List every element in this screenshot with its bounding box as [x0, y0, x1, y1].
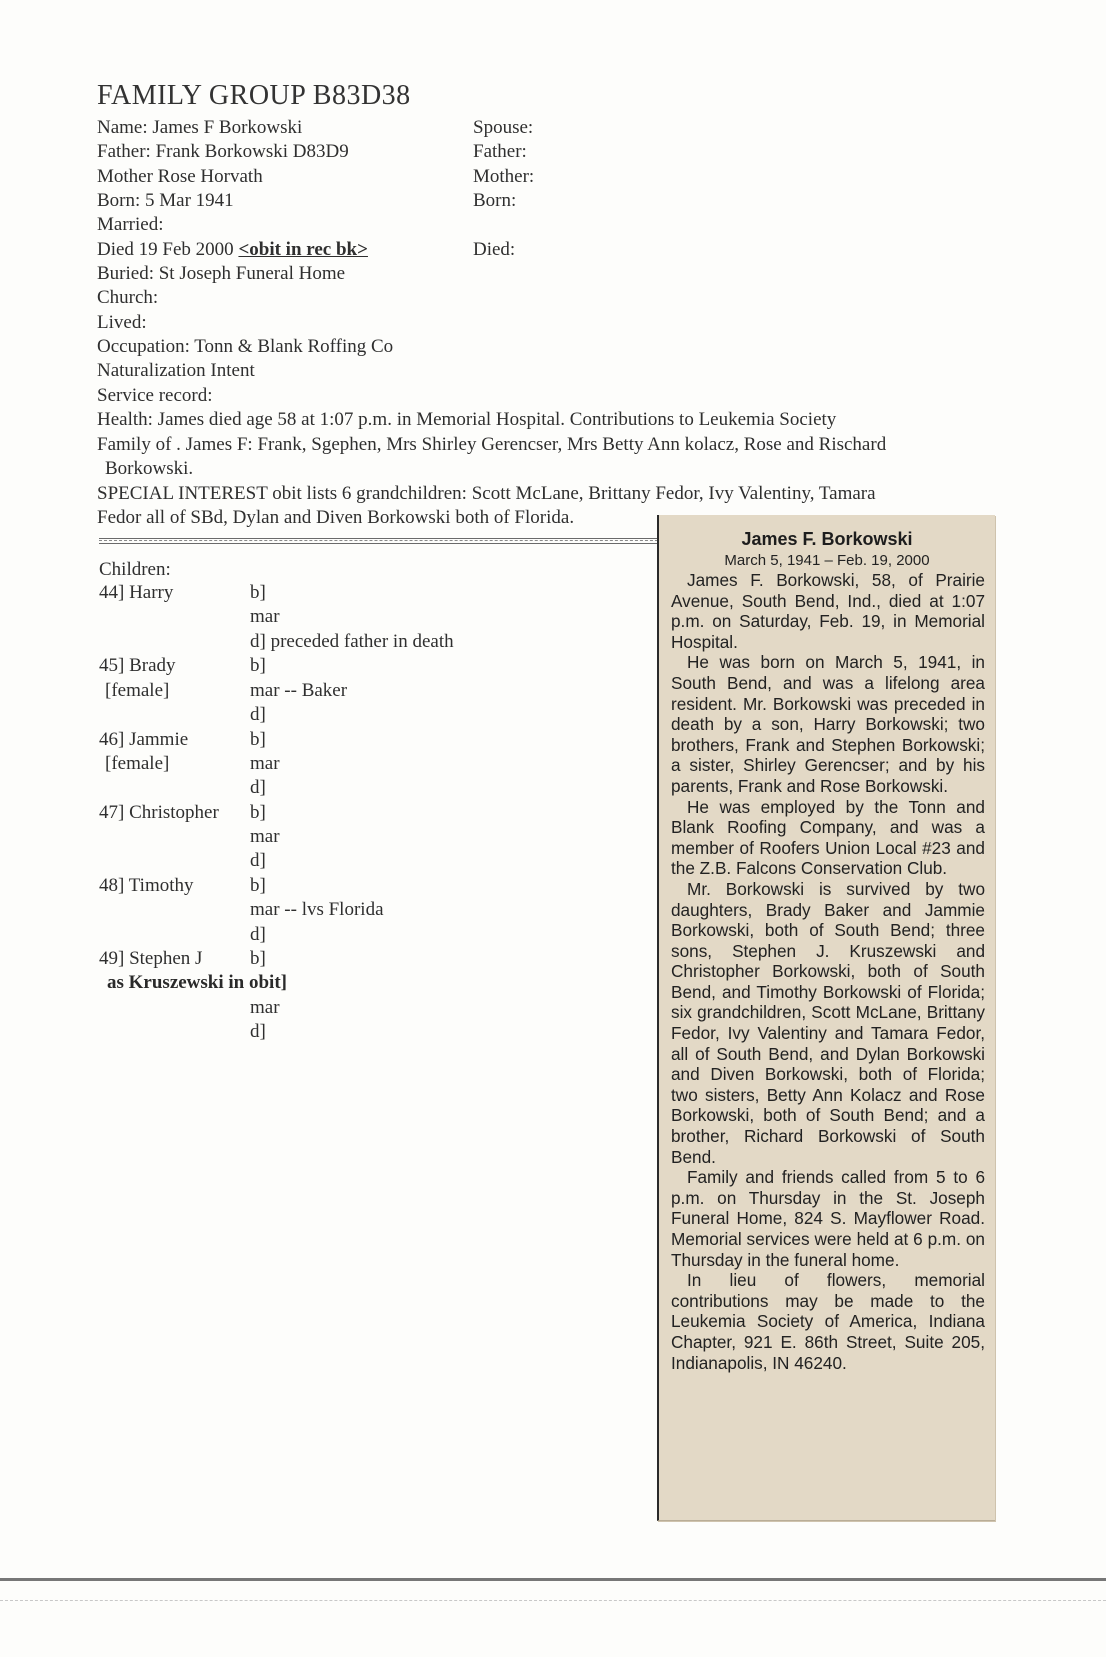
child-name: 47] Christopher	[99, 802, 219, 823]
page-bottom-rule	[0, 1578, 1106, 1581]
obituary-paragraph: In lieu of flowers, memorial contributions may be made to the Leukemia Society of America, Indiana Chapter, 921 E. 86th Street, Suite 205, Indianapolis, IN 46240.	[671, 1270, 985, 1373]
family-of-line2: Borkowski.	[105, 458, 194, 479]
married-field: Married:	[97, 214, 164, 235]
obituary-paragraph: James F. Borkowski, 58, of Prairie Avenue, South Bend, Ind., died at 1:07 p.m. on Saturday, Feb. 19, in Memorial Hospital.	[671, 570, 985, 652]
lived-field: Lived:	[97, 312, 147, 333]
obituary-paragraph: He was born on March 5, 1941, in South Bend, and was a lifelong area resident. Mr. Borkowski was preceded in death by a son, Harry Borkowski; two brothers, Frank and Stephen Borkowski; a sister, Shirley Gerencser; and by his parents, Frank and Rose Borkowski.	[671, 652, 985, 796]
child-born: b]	[250, 875, 266, 896]
child-died: d] preceded father in death	[250, 631, 454, 652]
child-born: b]	[250, 582, 266, 603]
spouse-died-field: Died:	[473, 239, 516, 260]
obituary-name: James F. Borkowski	[741, 529, 913, 549]
section-divider-dashes	[99, 540, 683, 541]
spouse-mother-field: Mother:	[473, 166, 535, 187]
obit-reference-link[interactable]: <obit in rec bk>	[238, 239, 368, 260]
child-died: d]	[250, 924, 266, 945]
child-born: b]	[250, 655, 266, 676]
child-married: mar	[250, 997, 280, 1018]
name-field: Name: James F Borkowski	[97, 117, 303, 138]
child-born: b]	[250, 802, 266, 823]
occupation-field: Occupation: Tonn & Blank Roffing Co	[97, 336, 394, 357]
mother-field: Mother Rose Horvath	[97, 166, 263, 187]
page-title: FAMILY GROUP B83D38	[97, 80, 411, 111]
obituary-dates: March 5, 1941 – Feb. 19, 2000	[724, 552, 930, 569]
spouse-field: Spouse:	[473, 117, 534, 138]
obituary-clipping	[657, 515, 995, 1521]
special-interest-line2: Fedor all of SBd, Dylan and Diven Borkowski both of Florida.	[97, 507, 575, 528]
obituary-paragraph: Mr. Borkowski is survived by two daughters, Brady Baker and Jammie Borkowski, both of South Bend; three sons, Stephen J. Kruszewski and Christopher Borkowski, both of South Bend, and Timothy Borkowski of Florida; six grandchildren, Scott McLane, Brittany Fedor, Ivy Valentiny and Tamara Fedor, all of South Bend, and Dylan Borkowski and Diven Borkowski, both of Florida; two sisters, Betty Ann Kolacz and Rose Borkowski, both of South Bend; and a brother, Richard Borkowski of South Bend.	[671, 878, 985, 1167]
child-sex: [female]	[105, 680, 170, 701]
child-married: mar -- Baker	[250, 680, 348, 701]
church-field: Church:	[97, 287, 159, 308]
naturalization-field: Naturalization Intent	[97, 360, 255, 381]
child-note: as Kruszewski in obit]	[107, 972, 287, 993]
child-name: 45] Brady	[99, 655, 176, 676]
service-record-field: Service record:	[97, 385, 213, 406]
health-field: Health: James died age 58 at 1:07 p.m. in Memorial Hospital. Contributions to Leukemia Society	[97, 409, 837, 430]
section-divider	[99, 538, 683, 544]
obituary-body	[671, 570, 985, 1373]
family-of-line1: Family of . James F: Frank, Sgephen, Mrs Shirley Gerencser, Mrs Betty Ann kolacz, Rose and Rischard	[97, 434, 887, 455]
child-married: mar -- lvs Florida	[250, 899, 384, 920]
spouse-born-field: Born:	[473, 190, 517, 211]
child-died: d]	[250, 777, 266, 798]
child-born: b]	[250, 729, 266, 750]
page-bottom-dashes	[0, 1600, 1106, 1601]
died-value: Died 19 Feb 2000	[97, 239, 234, 260]
child-name: 49] Stephen J	[99, 948, 203, 969]
child-died: d]	[250, 1021, 266, 1042]
special-interest-line1: SPECIAL INTEREST obit lists 6 grandchildren: Scott McLane, Brittany Fedor, Ivy Valentiny, Tamara	[97, 483, 876, 504]
spouse-father-field: Father:	[473, 141, 527, 162]
obituary-paragraph: Family and friends called from 5 to 6 p.m. on Thursday in the St. Joseph Funeral Home, 824 S. Mayflower Road. Memorial services were held at 6 p.m. on Thursday in the funeral home.	[671, 1167, 985, 1270]
children-label: Children:	[99, 559, 171, 580]
child-name: 44] Harry	[99, 582, 174, 603]
child-married: mar	[250, 753, 280, 774]
child-married: mar	[250, 606, 280, 627]
child-died: d]	[250, 704, 266, 725]
obituary-paragraph: He was employed by the Tonn and Blank Roofing Company, and was a member of Roofers Union Local #23 and the Z.B. Falcons Conservation Club.	[671, 796, 985, 879]
child-name: 48] Timothy	[99, 875, 194, 896]
born-field: Born: 5 Mar 1941	[97, 190, 234, 211]
died-field	[97, 238, 368, 262]
buried-field: Buried: St Joseph Funeral Home	[97, 263, 346, 284]
father-field: Father: Frank Borkowski D83D9	[97, 141, 349, 162]
child-married: mar	[250, 826, 280, 847]
child-name: 46] Jammie	[99, 729, 189, 750]
child-died: d]	[250, 850, 266, 871]
child-sex: [female]	[105, 753, 170, 774]
child-born: b]	[250, 948, 266, 969]
